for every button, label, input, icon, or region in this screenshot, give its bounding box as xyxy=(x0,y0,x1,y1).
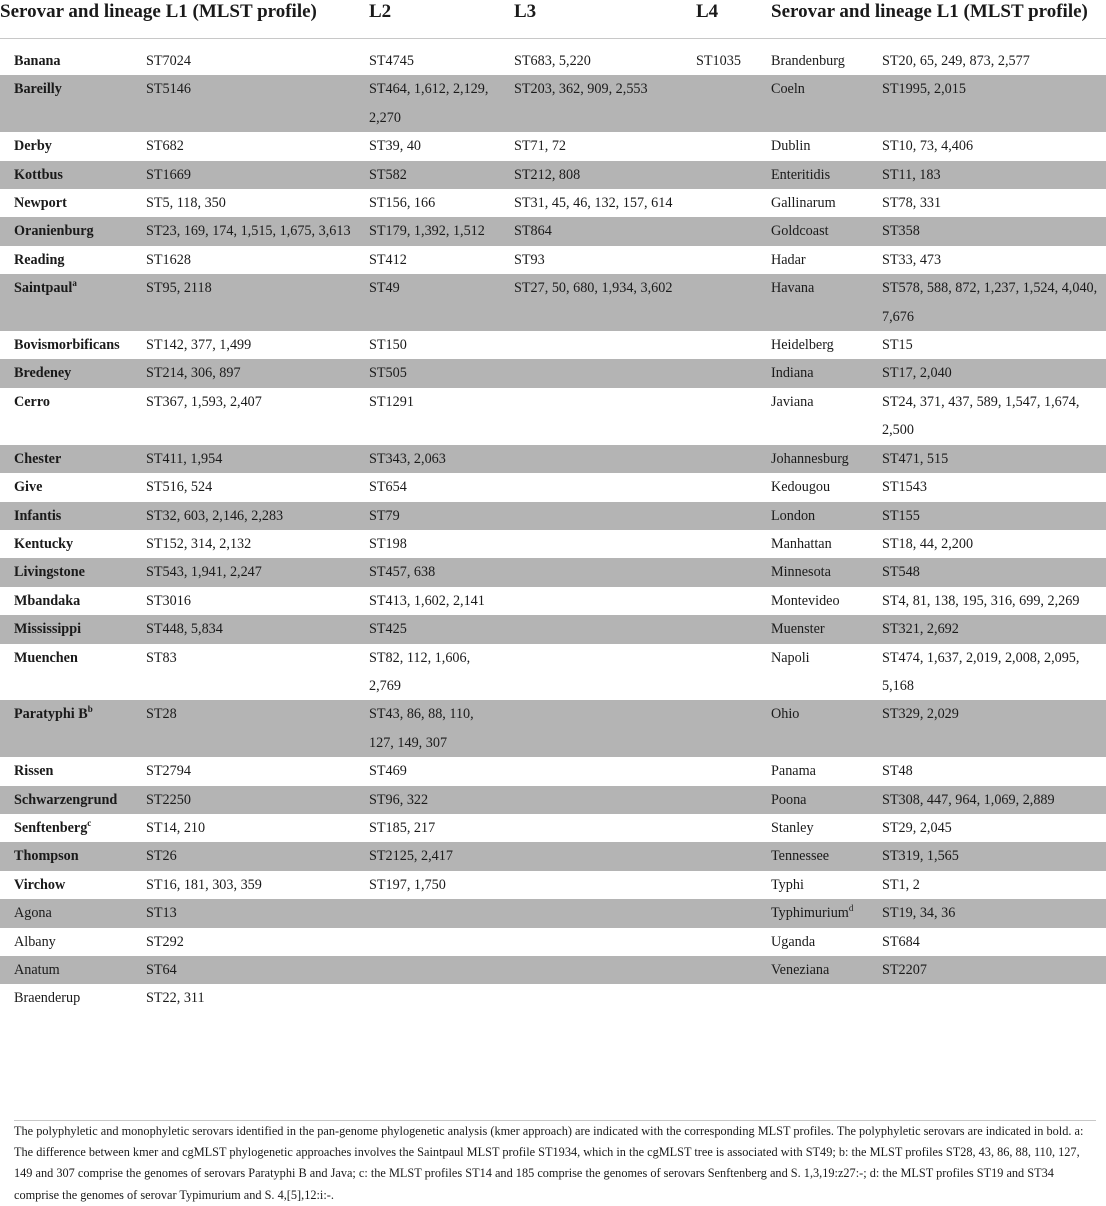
serovar-name: Cerro xyxy=(14,393,50,410)
table-row xyxy=(0,132,1106,160)
serovar-name-right: Johannesburg xyxy=(757,445,868,473)
serovar-name: Anatum xyxy=(0,956,132,984)
l4-profile xyxy=(682,984,757,1012)
table-row xyxy=(0,217,1106,245)
l2-profile: ST82, 112, 1,606, 2,769 xyxy=(369,649,471,694)
serovar-name: Kentucky xyxy=(14,535,74,552)
l3-profile xyxy=(500,928,682,956)
serovar-name-right: Minnesota xyxy=(757,558,868,586)
table-row xyxy=(0,928,1106,956)
table-row xyxy=(0,558,1106,586)
l1-profile: ST411, 1,954 xyxy=(132,445,355,473)
l4-profile xyxy=(682,388,757,445)
l1-profile-right: ST2207 xyxy=(868,956,1106,984)
table-row xyxy=(0,700,1106,757)
l1-profile-right: ST319, 1,565 xyxy=(868,842,1106,870)
l1-profile-right: ST48 xyxy=(882,763,913,780)
serovar-name-right: Typhimurium$^d$ xyxy=(757,899,868,927)
l3-profile xyxy=(500,871,682,899)
l1-profile-right: ST19, 34, 36 xyxy=(868,899,1106,927)
l4-profile xyxy=(682,75,757,132)
serovar-name-right: Kedougou xyxy=(771,479,831,496)
l2-profile: ST2125, 2,417 xyxy=(355,842,500,870)
l1-profile-right: ST11, 183 xyxy=(868,161,1106,189)
l3-profile xyxy=(500,502,682,530)
table-row xyxy=(0,871,1106,899)
l1-profile-right: ST358 xyxy=(868,217,1106,245)
serovar-name-right: Gallinarum xyxy=(771,195,836,212)
l2-profile: ST150 xyxy=(369,337,407,354)
l2-profile xyxy=(355,956,500,984)
l1-profile-right: ST308, 447, 964, 1,069, 2,889 xyxy=(868,786,1106,814)
l2-profile: ST654 xyxy=(369,479,407,496)
serovar-name-right: Hadar xyxy=(771,251,806,268)
l1-profile-right: ST321, 2,692 xyxy=(868,615,1106,643)
l4-profile xyxy=(682,587,757,615)
serovar-name-right: Muenster xyxy=(757,615,868,643)
serovar-name-right: Napoli xyxy=(771,649,810,666)
l1-profile-right xyxy=(868,984,1106,1012)
l3-profile xyxy=(500,786,682,814)
serovar-name-right: Heidelberg xyxy=(771,337,834,354)
l1-profile-right: ST10, 73, 4,406 xyxy=(882,138,974,155)
serovar-name: Paratyphi $B^b$ xyxy=(0,700,132,757)
l1-profile: ST5, 118, 350 xyxy=(146,195,226,212)
header-l2: L2 xyxy=(355,0,500,39)
l3-profile xyxy=(500,899,682,927)
l1-profile: ST83 xyxy=(146,649,177,666)
l1-profile-right: ST4, 81, 138, 195, 316, 699, 2,269 xyxy=(882,592,1080,609)
table-row xyxy=(0,331,1106,359)
l2-profile: ST185, 217 xyxy=(369,819,436,836)
l1-profile-right: ST29, 2,045 xyxy=(882,819,952,836)
serovar-name: Virchow xyxy=(14,876,66,893)
table-row xyxy=(0,246,1106,274)
serovar-name: Rissen xyxy=(14,763,54,780)
l3-profile xyxy=(500,587,682,615)
l1-profile: ST32, 603, 2,146, 2,283 xyxy=(132,502,355,530)
l3-profile xyxy=(500,331,682,359)
l3-profile xyxy=(500,757,682,785)
l2-profile: ST43, 86, 88, 110, 127, 149, 307 xyxy=(355,700,500,757)
l1-profile: ST367, 1,593, 2,407 xyxy=(146,393,262,410)
serovar-name: Give xyxy=(14,479,43,496)
serovar-name-right: Havana xyxy=(757,274,868,331)
l4-profile xyxy=(682,928,757,956)
l1-profile: ST2250 xyxy=(132,786,355,814)
l3-profile: ST212, 808 xyxy=(500,161,682,189)
l3-profile xyxy=(500,388,682,445)
l4-profile xyxy=(682,189,757,217)
table-row xyxy=(0,445,1106,473)
l4-profile xyxy=(682,700,757,757)
serovar-name-right xyxy=(757,984,868,1012)
l2-profile: ST156, 166 xyxy=(369,195,436,212)
serovar-name: Mississippi xyxy=(0,615,132,643)
serovar-name-right: Panama xyxy=(771,763,816,780)
l4-profile xyxy=(682,502,757,530)
l2-profile: ST464, 1,612, 2,129, 2,270 xyxy=(355,75,500,132)
l2-profile: ST425 xyxy=(355,615,500,643)
l3-profile: ST31, 45, 46, 132, 157, 614 xyxy=(514,195,673,212)
l1-profile-right: ST1995, 2,015 xyxy=(868,75,1106,132)
serovar-name: Bredeney xyxy=(0,359,132,387)
l3-profile xyxy=(500,558,682,586)
l2-profile: ST505 xyxy=(355,359,500,387)
serovar-name-right: Poona xyxy=(757,786,868,814)
l2-profile: ST79 xyxy=(355,502,500,530)
l4-profile xyxy=(682,359,757,387)
l4-profile xyxy=(682,274,757,331)
l1-profile: ST1669 xyxy=(132,161,355,189)
l3-profile: ST27, 50, 680, 1,934, 3,602 xyxy=(500,274,682,331)
l2-profile: ST39, 40 xyxy=(369,138,422,155)
l1-profile: ST682 xyxy=(146,138,184,155)
serovar-name-right: London xyxy=(757,502,868,530)
l1-profile: ST13 xyxy=(132,899,355,927)
serovar-name: Oranienburg xyxy=(0,217,132,245)
l1-profile-right: ST329, 2,029 xyxy=(868,700,1106,757)
l2-profile xyxy=(355,984,500,1012)
l1-profile: ST26 xyxy=(132,842,355,870)
l1-profile-right: ST155 xyxy=(868,502,1106,530)
table-footnote: The polyphyletic and monophyletic serovars identified in the pan-genome phylogenetic analysis (kmer approach) are indicated with the corresponding MLST profiles. The polyphyletic serovars are indicated in bold. a: The difference between kmer and cgMLST phylogenetic approaches involves the Saintpaul MLST profile ST1934, which in the cgMLST tree is associated with ST49; b: the MLST profiles ST28, 43, 86, 88, 110, 127, 149 and 307 comprise the genomes of serovars Paratyphi B and Java; c: the MLST profiles ST14 and 185 comprise the genomes of serovars Senftenberg and S. 1,3,19:z27:-; d: the MLST profiles ST19 and ST34 comprise the genomes of serovar Typimurium and S. 4,[5],12:i:-. xyxy=(14,1120,1096,1206)
l1-profile-right: ST15 xyxy=(882,337,913,354)
serovar-name-right: Dublin xyxy=(771,138,811,155)
serovar-name: Saintpaul$^a$ xyxy=(0,274,132,331)
l1-profile: ST22, 311 xyxy=(146,990,205,1007)
l2-profile: ST413, 1,602, 2,141 xyxy=(369,592,485,609)
l1-profile: ST292 xyxy=(146,933,184,950)
table-header-row xyxy=(0,0,1106,39)
l1-profile-right: ST18, 44, 2,200 xyxy=(882,535,974,552)
serovar-name: Albany xyxy=(14,933,56,950)
serovar-name-right: Ohio xyxy=(757,700,868,757)
l4-profile xyxy=(682,473,757,501)
l2-profile: ST457, 638 xyxy=(355,558,500,586)
l1-profile: ST28 xyxy=(132,700,355,757)
table-row xyxy=(0,814,1106,842)
table-row xyxy=(0,473,1106,501)
l2-profile: ST1291 xyxy=(369,393,414,410)
l3-profile xyxy=(500,842,682,870)
l1-profile: ST16, 181, 303, 359 xyxy=(146,876,262,893)
l2-profile xyxy=(355,928,500,956)
l1-profile: ST543, 1,941, 2,247 xyxy=(132,558,355,586)
l1-profile-right: ST548 xyxy=(868,558,1106,586)
l2-profile: ST582 xyxy=(355,161,500,189)
l4-profile xyxy=(682,217,757,245)
serovar-name: Thompson xyxy=(0,842,132,870)
header-l3: L3 xyxy=(500,0,682,39)
serovar-name: Derby xyxy=(14,138,52,155)
l2-profile: ST179, 1,392, 1,512 xyxy=(355,217,500,245)
l2-profile: ST469 xyxy=(369,763,407,780)
l1-profile-right: ST33, 473 xyxy=(882,251,942,268)
serovar-name: Infantis xyxy=(0,502,132,530)
serovar-name-right: Indiana xyxy=(757,359,868,387)
l3-profile xyxy=(500,700,682,757)
serovar-name: Schwarzengrund xyxy=(0,786,132,814)
serovar-name-right: Coeln xyxy=(757,75,868,132)
l1-profile-right: ST578, 588, 872, 1,237, 1,524, 4,040, 7,676 xyxy=(868,274,1106,331)
serovar-name: Livingstone xyxy=(0,558,132,586)
l3-profile: ST71, 72 xyxy=(514,138,567,155)
table-row xyxy=(0,644,1106,701)
table-row xyxy=(0,956,1106,984)
header-l4: L4 xyxy=(682,0,757,39)
table-row xyxy=(0,274,1106,331)
l3-profile xyxy=(500,984,682,1012)
l4-profile xyxy=(682,786,757,814)
l4-profile xyxy=(682,558,757,586)
serovar-name: Bovismorbificans xyxy=(14,337,120,354)
serovar-name-right: Veneziana xyxy=(757,956,868,984)
serovar-name: Braenderup xyxy=(14,990,81,1007)
l1-profile: ST214, 306, 897 xyxy=(132,359,355,387)
l1-profile: ST142, 377, 1,499 xyxy=(146,337,252,354)
l4-profile xyxy=(682,331,757,359)
l2-profile: ST198 xyxy=(369,535,407,552)
serovar-name: Senftenberg$^c$ xyxy=(14,817,92,836)
l3-profile: ST93 xyxy=(514,251,545,268)
header-serovar-l1: Serovar and lineage L1 (MLST profile) xyxy=(0,0,355,39)
l1-profile-right: ST471, 515 xyxy=(868,445,1106,473)
l3-profile: ST864 xyxy=(500,217,682,245)
l2-profile xyxy=(355,899,500,927)
l4-profile xyxy=(682,445,757,473)
serovar-name-right: Stanley xyxy=(771,819,814,836)
l1-profile-right: ST20, 65, 249, 873, 2,577 xyxy=(882,53,1030,69)
l3-profile: ST203, 362, 909, 2,553 xyxy=(500,75,682,132)
serovar-name: Bareilly xyxy=(0,75,132,132)
l3-profile xyxy=(500,473,682,501)
serovar-name-right: Montevideo xyxy=(771,592,840,609)
l1-profile-right: ST24, 371, 437, 589, 1,547, 1,674, 2,500 xyxy=(882,393,1080,439)
l1-profile-right: ST17, 2,040 xyxy=(868,359,1106,387)
serovar-name: Mbandaka xyxy=(14,592,81,609)
table-row xyxy=(0,984,1106,1012)
l1-profile: ST5146 xyxy=(132,75,355,132)
l2-profile: ST343, 2,063 xyxy=(355,445,500,473)
serovar-name-right: Manhattan xyxy=(771,535,832,552)
serovar-name-right: Typhi xyxy=(771,876,804,893)
l1-profile: ST152, 314, 2,132 xyxy=(146,535,252,552)
l1-profile: ST2794 xyxy=(146,763,191,780)
serovar-name-right: Javiana xyxy=(771,393,814,410)
l1-profile: ST3016 xyxy=(146,592,191,609)
table-row xyxy=(0,587,1106,615)
serovar-name-right: Goldcoast xyxy=(757,217,868,245)
l3-profile xyxy=(500,956,682,984)
serovar-name-right: Brandenburg xyxy=(771,53,845,69)
l4-profile xyxy=(682,644,757,701)
serovar-name: Kottbus xyxy=(0,161,132,189)
l1-profile-right: ST1543 xyxy=(882,479,927,496)
serovar-name-right: Enteritidis xyxy=(757,161,868,189)
table-row xyxy=(0,842,1106,870)
l4-profile xyxy=(682,871,757,899)
table-row xyxy=(0,75,1106,132)
l1-profile-right: ST1, 2 xyxy=(882,876,920,893)
table-row xyxy=(0,189,1106,217)
l1-profile-right: ST474, 1,637, 2,019, 2,008, 2,095, 5,168 xyxy=(882,649,1080,694)
l1-profile: ST23, 169, 174, 1,515, 1,675, 3,613 xyxy=(132,217,355,245)
table-row xyxy=(0,530,1106,558)
table-row xyxy=(0,615,1106,643)
serovar-name: Muenchen xyxy=(14,649,78,666)
l4-profile xyxy=(682,899,757,927)
l3-profile xyxy=(500,814,682,842)
table-body xyxy=(0,39,1106,1013)
l3-profile xyxy=(500,615,682,643)
l4-profile xyxy=(682,615,757,643)
l2-profile: ST96, 322 xyxy=(355,786,500,814)
l2-profile: ST197, 1,750 xyxy=(369,876,446,893)
serovar-name-right: Tennessee xyxy=(757,842,868,870)
table-row xyxy=(0,899,1106,927)
serovar-name: Chester xyxy=(0,445,132,473)
l4-profile xyxy=(682,530,757,558)
l4-profile xyxy=(682,757,757,785)
l2-profile: ST4745 xyxy=(369,53,414,69)
serovar-name-right: Uganda xyxy=(771,933,816,950)
l4-profile xyxy=(682,161,757,189)
l2-profile: ST412 xyxy=(369,251,407,268)
l1-profile: ST1628 xyxy=(146,251,191,268)
l4-profile xyxy=(682,956,757,984)
l1-profile: ST7024 xyxy=(146,53,191,69)
l1-profile: ST14, 210 xyxy=(146,819,206,836)
table-row xyxy=(0,757,1106,785)
l1-profile-right: ST78, 331 xyxy=(882,195,942,212)
l4-profile xyxy=(682,842,757,870)
l2-profile: ST49 xyxy=(355,274,500,331)
l1-profile: ST516, 524 xyxy=(146,479,213,496)
l3-profile xyxy=(500,445,682,473)
l3-profile xyxy=(500,359,682,387)
l1-profile: ST95, 2118 xyxy=(132,274,355,331)
l4-profile xyxy=(682,246,757,274)
table-row xyxy=(0,502,1106,530)
l1-profile: ST64 xyxy=(132,956,355,984)
serovar-name: Newport xyxy=(14,195,67,212)
table-row xyxy=(0,786,1106,814)
l3-profile: ST683, 5,220 xyxy=(514,53,591,69)
l1-profile-right: ST684 xyxy=(882,933,920,950)
table-row xyxy=(0,47,1106,75)
l4-profile xyxy=(682,814,757,842)
serovar-name: Reading xyxy=(14,251,65,268)
l4-profile xyxy=(682,132,757,160)
l4-profile: ST1035 xyxy=(696,53,741,69)
l3-profile xyxy=(500,644,682,701)
table-row xyxy=(0,388,1106,445)
serovar-name: Agona xyxy=(0,899,132,927)
l1-profile: ST448, 5,834 xyxy=(132,615,355,643)
table-row xyxy=(0,161,1106,189)
header-serovar-l1-right: Serovar and lineage L1 (MLST profile) xyxy=(757,0,1106,39)
table-row xyxy=(0,359,1106,387)
serovar-name: Banana xyxy=(14,53,61,69)
l3-profile xyxy=(500,530,682,558)
